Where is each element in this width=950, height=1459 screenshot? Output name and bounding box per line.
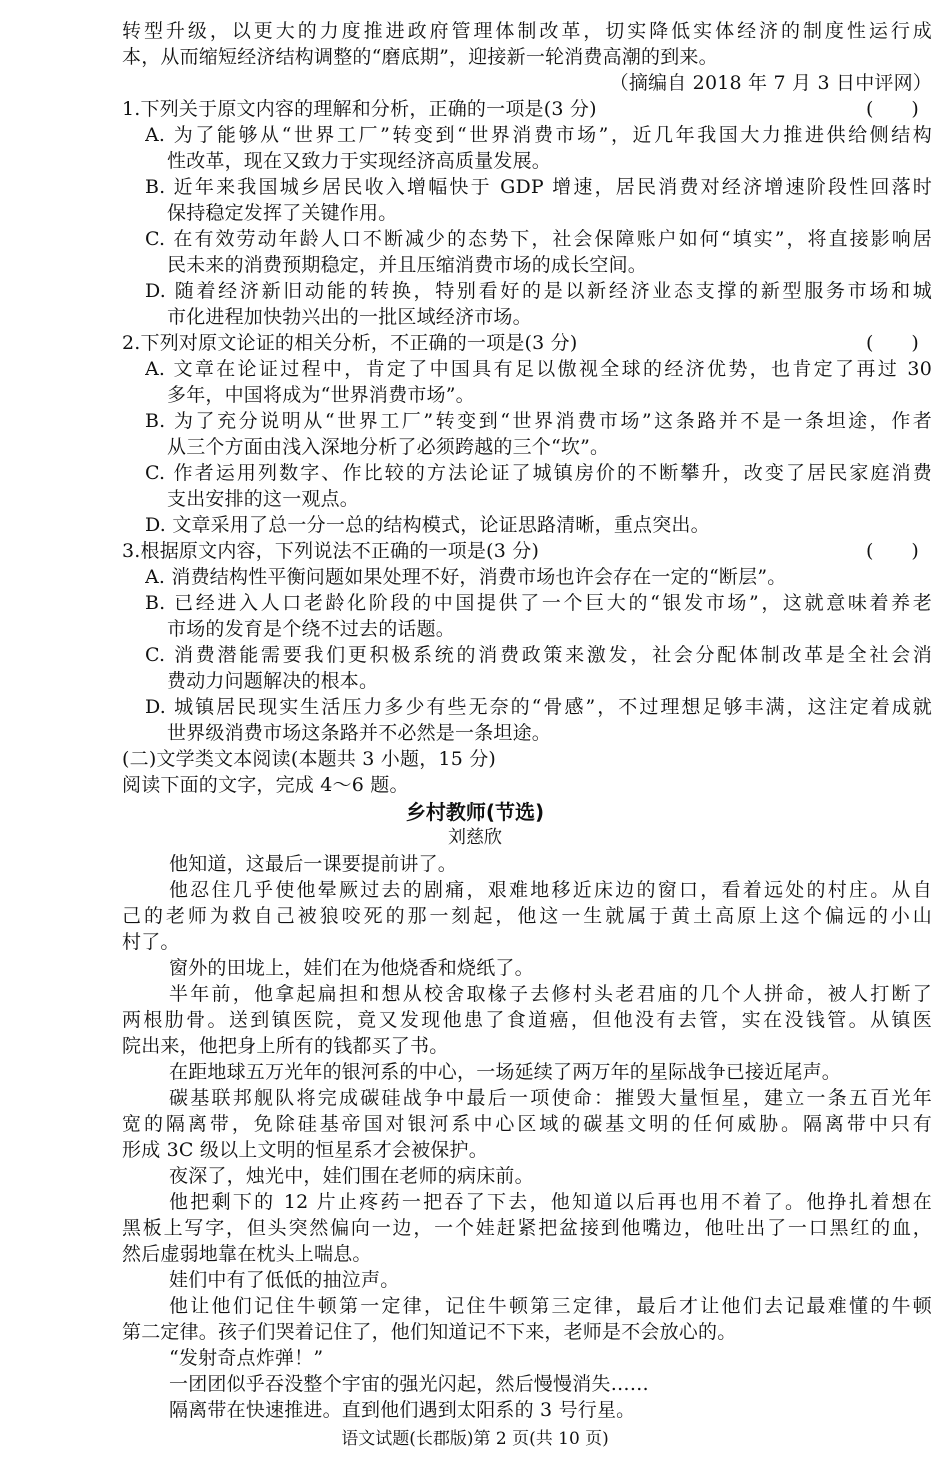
option-d-cont: 市化进程加快勃兴出的一批区域经济市场。	[167, 306, 532, 328]
story-paragraph: 碳基联邦舰队将完成碳硅战争中最后一项使命：摧毁大量恒星，建立一条五百光年	[169, 1087, 932, 1109]
option-b-cont: 从三个方面由浅入深地分析了必须跨越的三个“坎”。	[167, 436, 610, 458]
option-a: A. 为了能够从“世界工厂”转变到“世界消费市场”，近几年我国大力推进供给侧结构	[145, 124, 932, 146]
question-stem: 3.根据原文内容，下列说法不正确的一项是(3 分)	[122, 540, 540, 562]
answer-paren: ( )	[866, 540, 919, 562]
story-paragraph-cont: 院出来，他把身上所有的钱都买了书。	[122, 1035, 449, 1057]
story-title: 乡村教师(节选)	[405, 800, 545, 824]
story-paragraph: 他把剩下的 12 片止疼药一把吞了下去，他知道以后再也用不着了。他挣扎着想在	[169, 1191, 932, 1213]
page-footer: 语文试题(长郡版)第 2 页(共 10 页)	[341, 1429, 609, 1449]
answer-paren: ( )	[866, 98, 919, 120]
option-d-cont: 世界级消费市场这条路并不必然是一条坦途。	[167, 722, 552, 744]
question-stem: 1.下列关于原文内容的理解和分析，正确的一项是(3 分)	[122, 98, 597, 120]
story-paragraph-cont: 第二定律。孩子们哭着记住了，他们知道记不下来，老师是不会放心的。	[122, 1321, 737, 1343]
answer-paren: ( )	[866, 332, 919, 354]
option-b: B. 近年来我国城乡居民收入增幅快于 GDP 增速，居民消费对经济增速阶段性回落时	[145, 176, 932, 198]
story-paragraph-cont: 宽的隔离带，免除硅基帝国对银河系中心区域的碳基文明的任何威胁。隔离带中只有	[122, 1113, 932, 1135]
option-b-cont: 保持稳定发挥了关键作用。	[167, 202, 398, 224]
option-b-cont: 市场的发育是个绕不过去的话题。	[167, 618, 456, 640]
story-paragraph: 娃们中有了低低的抽泣声。	[169, 1269, 400, 1291]
option-c-cont: 民未来的消费预期稳定，并且压缩消费市场的成长空间。	[167, 254, 648, 276]
option-a: A. 文章在论证过程中，肯定了中国具有足以傲视全球的经济优势，也肯定了再过 30	[145, 358, 932, 380]
story-paragraph-cont: 己的老师为救自己被狼咬死的那一刻起，他这一生就属于黄土高原上这个偏远的小山	[122, 905, 932, 927]
option-a: A. 消费结构性平衡问题如果处理不好，消费市场也许会存在一定的“断层”。	[145, 566, 787, 588]
story-paragraph-cont: 黑板上写字，但头突然偏向一边，一个娃赶紧把盆接到他嘴边，他吐出了一口黑红的血，	[122, 1217, 932, 1239]
option-b: B. 已经进入人口老龄化阶段的中国提供了一个巨大的“银发市场”，这就意味着养老	[145, 592, 932, 614]
option-c: C. 消费潜能需要我们更积极系统的消费政策来激发，社会分配体制改革是全社会消	[145, 644, 932, 666]
story-paragraph: 一团团似乎吞没整个宇宙的强光闪起，然后慢慢消失……	[169, 1373, 650, 1395]
story-paragraph: 他让他们记住牛顿第一定律，记住牛顿第三定律，最后才让他们去记最难懂的牛顿	[169, 1295, 932, 1317]
option-c-cont: 费动力问题解决的根本。	[167, 670, 379, 692]
option-b: B. 为了充分说明从“世界工厂”转变到“世界消费市场”这条路并不是一条坦途，作者	[145, 410, 932, 432]
story-paragraph: “发射奇点炸弹！”	[169, 1347, 324, 1369]
story-paragraph: 他忍住几乎使他晕厥过去的剧痛，艰难地移近床边的窗口，看着远处的村庄。从自	[169, 879, 932, 901]
option-d: D. 文章采用了总一分一总的结构模式，论证思路清晰，重点突出。	[145, 514, 710, 536]
story-paragraph-cont: 形成 3C 级以上文明的恒星系才会被保护。	[122, 1139, 488, 1161]
source-citation: （摘编自 2018 年 7 月 3 日中评网）	[609, 72, 932, 94]
story-paragraph: 在距地球五万光年的银河系的中心，一场延续了两万年的星际战争已接近尾声。	[169, 1061, 842, 1083]
text-line: 转型升级，以更大的力度推进政府管理体制改革，切实降低实体经济的制度性运行成	[122, 20, 932, 42]
story-paragraph-cont: 村了。	[122, 931, 180, 953]
story-paragraph: 窗外的田垅上，娃们在为他烧香和烧纸了。	[169, 957, 534, 979]
story-paragraph: 半年前，他拿起扁担和想从校舍取椽子去修村头老君庙的几个人拼命，被人打断了	[169, 983, 932, 1005]
text-line: 本，从而缩短经济结构调整的“磨底期”，迎接新一轮消费高潮的到来。	[122, 46, 718, 68]
option-c-cont: 支出安排的这一观点。	[167, 488, 360, 510]
story-author: 刘慈欣	[448, 827, 502, 848]
story-paragraph: 隔离带在快速推进。直到他们遇到太阳系的 3 号行星。	[169, 1399, 636, 1421]
question-stem: 2.下列对原文论证的相关分析，不正确的一项是(3 分)	[122, 332, 578, 354]
option-d: D. 随着经济新旧动能的转换，特别看好的是以新经济业态支撑的新型服务市场和城	[145, 280, 932, 302]
option-a-cont: 多年，中国将成为“世界消费市场”。	[167, 384, 475, 406]
story-paragraph-cont: 然后虚弱地靠在枕头上喘息。	[122, 1243, 372, 1265]
instruction: 阅读下面的文字，完成 4～6 题。	[122, 774, 409, 796]
option-a-cont: 性改革，现在又致力于实现经济高质量发展。	[167, 150, 552, 172]
section-heading: (二)文学类文本阅读(本题共 3 小题，15 分)	[122, 748, 497, 770]
story-paragraph: 夜深了，烛光中，娃们围在老师的病床前。	[169, 1165, 534, 1187]
story-paragraph-cont: 两根肋骨。送到镇医院，竟又发现他患了食道癌，但他没有去管，实在没钱管。从镇医	[122, 1009, 932, 1031]
option-d: D. 城镇居民现实生活压力多少有些无奈的“骨感”，不过理想足够丰满，这注定着成就	[145, 696, 932, 718]
story-paragraph: 他知道，这最后一课要提前讲了。	[169, 853, 458, 875]
option-c: C. 作者运用列数字、作比较的方法论证了城镇房价的不断攀升，改变了居民家庭消费	[145, 462, 932, 484]
option-c: C. 在有效劳动年龄人口不断减少的态势下，社会保障账户如何“填实”，将直接影响居	[145, 228, 932, 250]
